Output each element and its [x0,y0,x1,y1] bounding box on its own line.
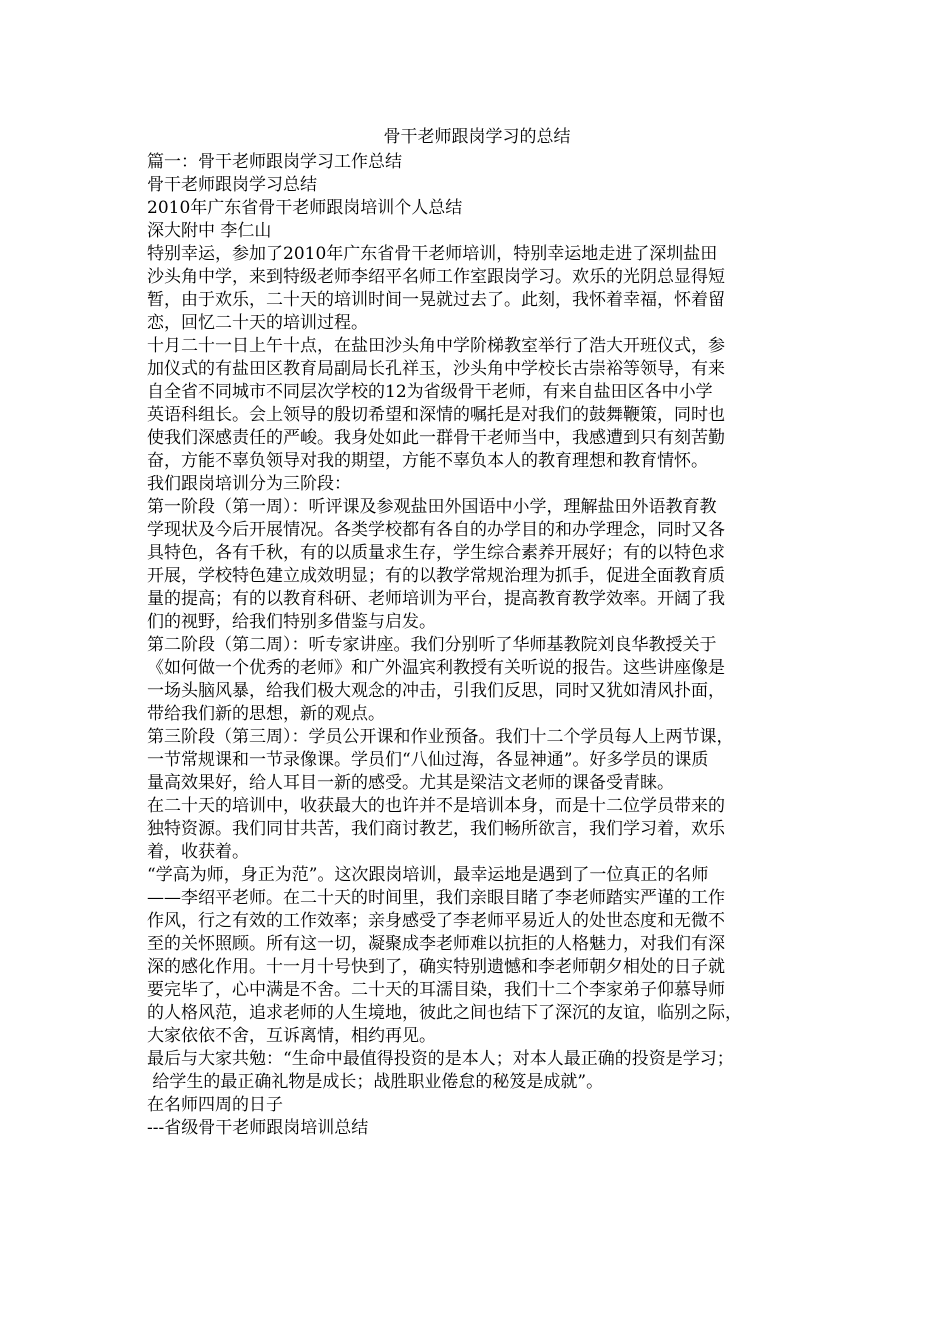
text-line: 开展，学校特色建立成效明显；有的以教学常规治理为抓手，促进全面教育质 [147,566,725,586]
paragraph-gains [147,795,807,864]
text-line: 给学生的最正确礼物是成长；战胜职业倦怠的秘笈是成就”。 [147,1072,604,1092]
text-line: 奋，方能不辜负领导对我的期望，方能不辜负本人的教育理想和教育情怀。 [147,451,708,471]
text-line: 一节常规课和一节录像课。学员们“八仙过海，各显神通”。好多学员的课质 [147,750,709,770]
text-line: 们的视野，给我们特别多借鉴与启发。 [147,612,436,632]
text-line: 要完毕了，心中满是不舍。二十天的耳濡目染，我们十二个李家弟子仰慕导师 [147,980,725,1000]
paragraph-stages-intro [147,473,807,496]
paragraph-opening-ceremony [147,335,807,473]
text-line: 量高效果好，给人耳目一新的感受。尤其是梁洁文老师的课备受青睐。 [147,773,674,793]
text-line: 量的提高；有的以教育科研、老师培训为平台，提高教育教学效率。开阔了我 [147,589,725,609]
text-line: 第三阶段（第三周）：学员公开课和作业预备。我们十二个学员每人上两节课， [147,727,734,747]
text-line: 的人格风范，追求老师的人生境地，彼此之间也结下了深沉的友谊，临别之际， [147,1003,742,1023]
text-line: 在二十天的培训中，收获最大的也许并不是培训本身，而是十二位学员带来的 [147,796,725,816]
text-line: 一场头脑风暴，给我们极大观念的冲击，引我们反思，同时又犹如清风扑面， [147,681,725,701]
paragraph-stage-one [147,496,807,634]
text-line: 学现状及今后开展情况。各类学校都有各自的办学目的和办学理念，同时又各 [147,520,725,540]
text-line: 大家依依不舍，互诉离情，相约再见。 [147,1026,436,1046]
text-line: 带给我们新的思想，新的观点。 [147,704,385,724]
text-line: 深的感化作用。十一月十号快到了，确实特别遗憾和李老师朝夕相处的日子就 [147,957,725,977]
section-heading: 篇一：骨干老师跟岗学习工作总结 [147,152,402,172]
report-title: 2010年广东省骨干老师跟岗培训个人总结 [147,198,463,218]
next-section-subtitle: ---省级骨干老师跟岗培训总结 [147,1118,369,1138]
text-line: 第一阶段（第一周）：听评课及参观盐田外国语中小学，理解盐田外语教育教 [147,497,717,517]
next-section-title: 在名师四周的日子 [147,1095,283,1115]
text-line: 暂，由于欢乐，二十天的培训时间一晃就过去了。此刻，我怀着幸福，怀着留 [147,290,725,310]
text-line: “学高为师，身正为范”。这次跟岗培训，最幸运地是遇到了一位真正的名师 [147,865,709,885]
paragraph-closing-quote [147,1048,807,1094]
text-line: 十月二十一日上午十点，在盐田沙头角中学阶梯教室举行了浩大开班仪式，参 [147,336,725,356]
paragraph-stage-three [147,726,807,795]
text-line: 《如何做一个优秀的老师》和广外温宾利教授有关听说的报告。这些讲座像是 [147,658,725,678]
text-line: 加仪式的有盐田区教育局副局长孔祥玉，沙头角中学校长古崇裕等领导，有来 [147,359,725,379]
text-line: 着，收获着。 [147,842,249,862]
text-line: ——李绍平老师。在二十天的时间里，我们亲眼目睹了李老师踏实严谨的工作 [147,888,725,908]
paragraph-mentor [147,864,807,1048]
paragraph-stage-two [147,634,807,726]
text-line: 第二阶段（第二周）：听专家讲座。我们分别听了华师基教院刘良华教授关于 [147,635,717,655]
text-line: 具特色，各有千秋，有的以质量求生存，学生综合素养开展好；有的以特色求 [147,543,725,563]
subheading: 骨干老师跟岗学习总结 [147,175,317,195]
author-line: 深大附中 李仁山 [147,221,272,241]
text-line: 特别幸运，参加了2010年广东省骨干老师培训，特别幸运地走进了深圳盐田 [147,244,718,264]
text-line: 我们跟岗培训分为三阶段： [147,474,351,494]
text-line: 恋，回忆二十天的培训过程。 [147,313,368,333]
text-line: 自全省不同城市不同层次学校的12为省级骨干老师，有来自盐田区各中小学 [147,382,713,402]
text-line: 至的关怀照顾。所有这一切，凝聚成李老师难以抗拒的人格魅力，对我们有深 [147,934,725,954]
text-line: 独特资源。我们同甘共苦，我们商讨教艺，我们畅所欲言，我们学习着，欢乐 [147,819,725,839]
text-line: 沙头角中学，来到特级老师李绍平名师工作室跟岗学习。欢乐的光阴总显得短 [147,267,725,287]
document-body [147,125,807,1140]
text-line: 最后与大家共勉：“生命中最值得投资的是本人；对本人最正确的投资是学习； [147,1049,734,1069]
paragraph-intro [147,243,807,335]
text-line: 英语科组长。会上领导的殷切希望和深情的嘱托是对我们的鼓舞鞭策，同时也 [147,405,725,425]
text-line: 使我们深感责任的严峻。我身处如此一群骨干老师当中，我感遭到只有刻苦勤 [147,428,725,448]
document-title: 骨干老师跟岗学习的总结 [383,127,571,147]
text-line: 作风，行之有效的工作效率；亲身感受了李老师平易近人的处世态度和无微不 [147,911,725,931]
